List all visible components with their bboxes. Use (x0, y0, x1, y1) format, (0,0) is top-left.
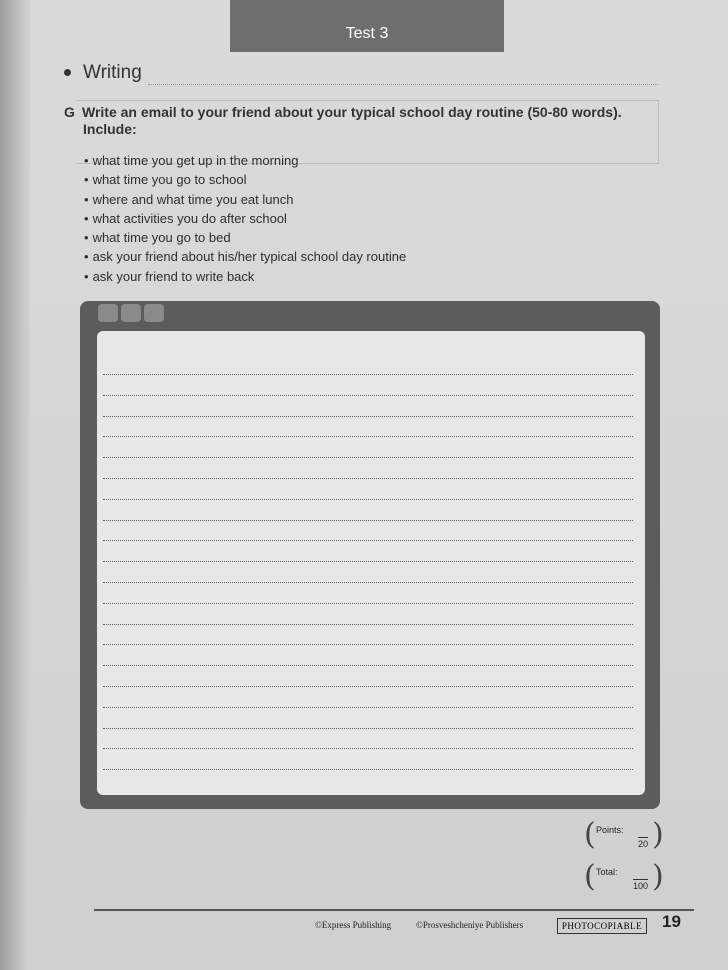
writing-line (103, 769, 633, 770)
bullet-icon (64, 69, 71, 76)
list-item: • what activities you do after school (84, 209, 406, 228)
list-item: • ask your friend to write back (84, 267, 406, 286)
writing-line (103, 561, 633, 562)
section-heading (64, 62, 142, 84)
section-title: Writing (83, 62, 142, 83)
open-paren: ( (584, 859, 596, 894)
writing-line (103, 520, 633, 521)
open-paren: ( (584, 817, 596, 852)
window-button-icon (98, 304, 118, 322)
writing-line (103, 686, 633, 687)
writing-line (103, 457, 633, 458)
writing-area[interactable] (97, 331, 645, 795)
total-max: 100 (633, 881, 649, 891)
writing-line (103, 624, 633, 625)
task-instruction-text: Write an email to your friend about your typical school day routine (50-80 words). (82, 104, 622, 120)
writing-line (103, 707, 633, 708)
publisher-credit: ©Express Publishing (315, 920, 392, 930)
writing-line (103, 436, 633, 437)
task-letter: G (64, 104, 75, 120)
footer-divider (94, 909, 694, 911)
close-paren: ) (652, 817, 664, 852)
include-label: Include: (83, 121, 137, 137)
list-item: • what time you go to school (84, 170, 406, 189)
list-item: • where and what time you eat lunch (84, 190, 406, 209)
close-paren: ) (652, 859, 664, 894)
section-divider (148, 84, 658, 85)
list-item: • what time you get up in the morning (84, 151, 406, 170)
writing-line (103, 644, 633, 645)
include-list (84, 151, 406, 286)
writing-line (103, 374, 633, 375)
list-item: • what time you go to bed (84, 228, 406, 247)
window-button-icon (144, 304, 164, 322)
writing-line (103, 582, 633, 583)
test-header-tab (230, 0, 504, 52)
points-label: Points: (596, 825, 624, 835)
photocopiable-badge: PHOTOCOPIABLE (557, 918, 647, 934)
window-button-icon (121, 304, 141, 322)
test-title: Test 3 (345, 25, 389, 42)
writing-line (103, 540, 633, 541)
writing-line (103, 748, 633, 749)
writing-line (103, 728, 633, 729)
list-item: • ask your friend about his/her typical school day routine (84, 247, 406, 266)
previous-page-edge (0, 0, 30, 970)
writing-line (103, 395, 633, 396)
writing-line (103, 665, 633, 666)
publisher-credit: ©Prosveshcheniye Publishers (416, 920, 524, 930)
writing-line (103, 478, 633, 479)
page-number: 19 (662, 912, 681, 931)
task-instruction (64, 104, 656, 120)
writing-line (103, 499, 633, 500)
writing-line (103, 416, 633, 417)
total-label: Total: (596, 867, 618, 877)
writing-line (103, 603, 633, 604)
points-max: 20 (638, 839, 649, 849)
window-controls (98, 304, 167, 327)
